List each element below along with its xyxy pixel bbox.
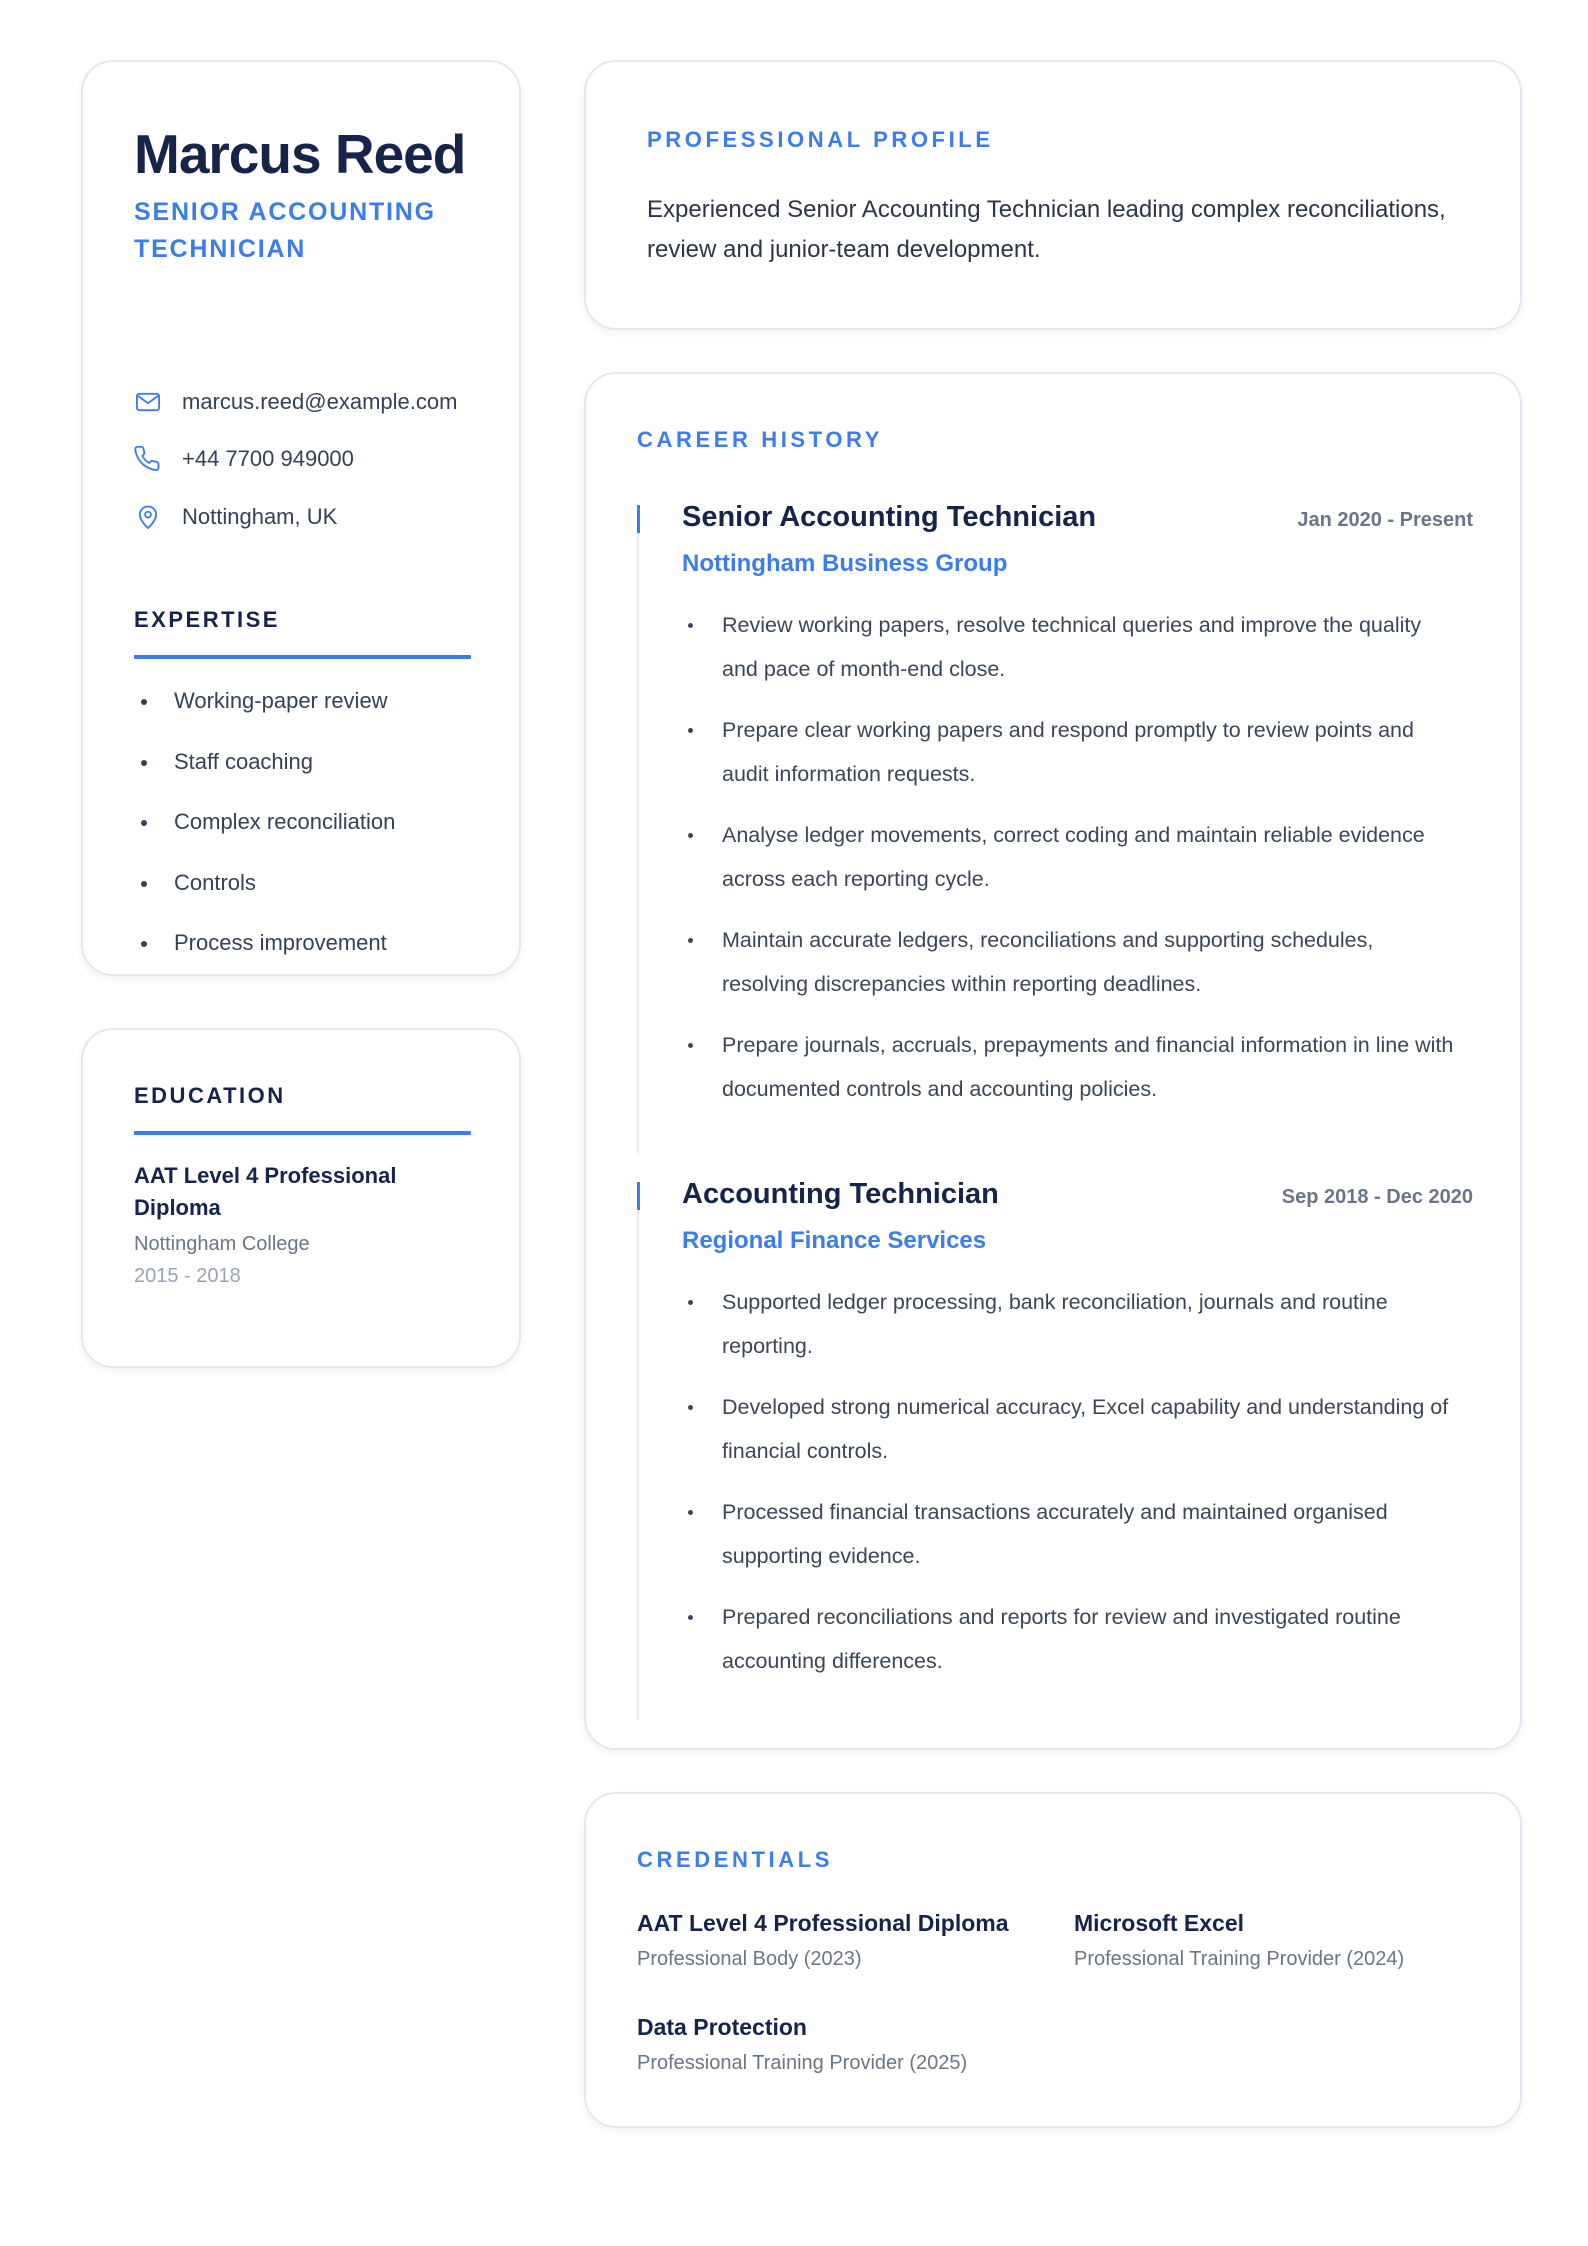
- job-dates: Jan 2020 - Present: [1297, 509, 1473, 531]
- credential-issuer: Professional Training Provider (2024): [1074, 1948, 1405, 1970]
- job-bullet: Processed financial transactions accurately and maintained organised supporting evidence.: [682, 1490, 1462, 1578]
- education-degree: AAT Level 4 Professional Diploma: [134, 1163, 397, 1220]
- candidate-role: SENIOR ACCOUNTING TECHNICIAN: [134, 198, 436, 263]
- job-company: Regional Finance Services: [682, 1227, 987, 1254]
- profile-card: [584, 60, 1522, 330]
- envelope-icon: [134, 388, 162, 416]
- candidate-name: Marcus Reed: [134, 123, 466, 185]
- credential-item: [637, 1910, 1009, 1971]
- job-accent-bar: [637, 1182, 640, 1210]
- job-dates: Sep 2018 - Dec 2020: [1281, 1186, 1473, 1208]
- expertise-item: Working-paper review: [134, 686, 395, 747]
- job-bullet: Review working papers, resolve technical queries and improve the quality and pace of month-end close.: [682, 603, 1462, 691]
- education-card: [81, 1028, 521, 1368]
- job-bullet: Maintain accurate ledgers, reconciliations and supporting schedules, resolving discrepancies within reporting deadlines.: [682, 918, 1462, 1006]
- career-heading: CAREER HISTORY: [637, 427, 883, 452]
- job-bullet: Prepare journals, accruals, prepayments and financial information in line with documented controls and accounting policies.: [682, 1023, 1462, 1111]
- contact-email[interactable]: [134, 387, 457, 417]
- career-card: [584, 372, 1522, 1750]
- job-bullets: [682, 603, 1462, 1128]
- profile-heading: PROFESSIONAL PROFILE: [647, 127, 994, 152]
- job-bullet: Developed strong numerical accuracy, Excel capability and understanding of financial controls.: [682, 1385, 1462, 1473]
- credential-item: [637, 2014, 967, 2075]
- contact-location: [134, 502, 337, 532]
- education-school: Nottingham College: [134, 1233, 310, 1255]
- credentials-heading: CREDENTIALS: [637, 1847, 834, 1872]
- identity-card: [81, 60, 521, 976]
- education-divider: [134, 1131, 471, 1135]
- expertise-item: Staff coaching: [134, 747, 395, 808]
- expertise-list: [134, 686, 395, 989]
- email-text: marcus.reed@example.com: [182, 389, 458, 414]
- expertise-item: Complex reconciliation: [134, 807, 395, 868]
- expertise-item: Process improvement: [134, 928, 395, 989]
- education-heading: EDUCATION: [134, 1083, 286, 1108]
- job-accent-bar: [637, 505, 640, 533]
- location-text: Nottingham, UK: [182, 504, 338, 529]
- education-years: 2015 - 2018: [134, 1265, 241, 1287]
- contact-phone[interactable]: [134, 444, 354, 474]
- job-timeline-line: [637, 1210, 639, 1720]
- job-bullets: [682, 1280, 1462, 1700]
- job-timeline-line: [637, 533, 639, 1153]
- map-pin-icon: [134, 503, 162, 531]
- credential-title: Data Protection: [637, 2014, 807, 2040]
- credential-issuer: Professional Training Provider (2025): [637, 2052, 968, 2074]
- credential-title: Microsoft Excel: [1074, 1910, 1244, 1936]
- job-bullet: Analyse ledger movements, correct coding and maintain reliable evidence across each reporting cycle.: [682, 813, 1462, 901]
- job-title: Accounting Technician: [682, 1178, 999, 1210]
- profile-summary: Experienced Senior Accounting Technician leading complex reconciliations, review and junior-team development.: [647, 196, 1446, 263]
- job-company: Nottingham Business Group: [682, 550, 1008, 577]
- job-bullet: Supported ledger processing, bank reconciliation, journals and routine reporting.: [682, 1280, 1462, 1368]
- job-title: Senior Accounting Technician: [682, 501, 1097, 533]
- credential-item: [1074, 1910, 1404, 1971]
- credential-issuer: Professional Body (2023): [637, 1948, 862, 1970]
- phone-text: +44 7700 949000: [182, 446, 354, 471]
- phone-icon: [134, 445, 162, 473]
- credentials-card: [584, 1792, 1522, 2128]
- expertise-heading: EXPERTISE: [134, 607, 280, 632]
- credential-title: AAT Level 4 Professional Diploma: [637, 1910, 1009, 1936]
- expertise-divider: [134, 655, 471, 659]
- job-bullet: Prepared reconciliations and reports for review and investigated routine accounting differences.: [682, 1595, 1462, 1683]
- job-bullet: Prepare clear working papers and respond promptly to review points and audit information requests.: [682, 708, 1462, 796]
- expertise-item: Controls: [134, 868, 395, 929]
